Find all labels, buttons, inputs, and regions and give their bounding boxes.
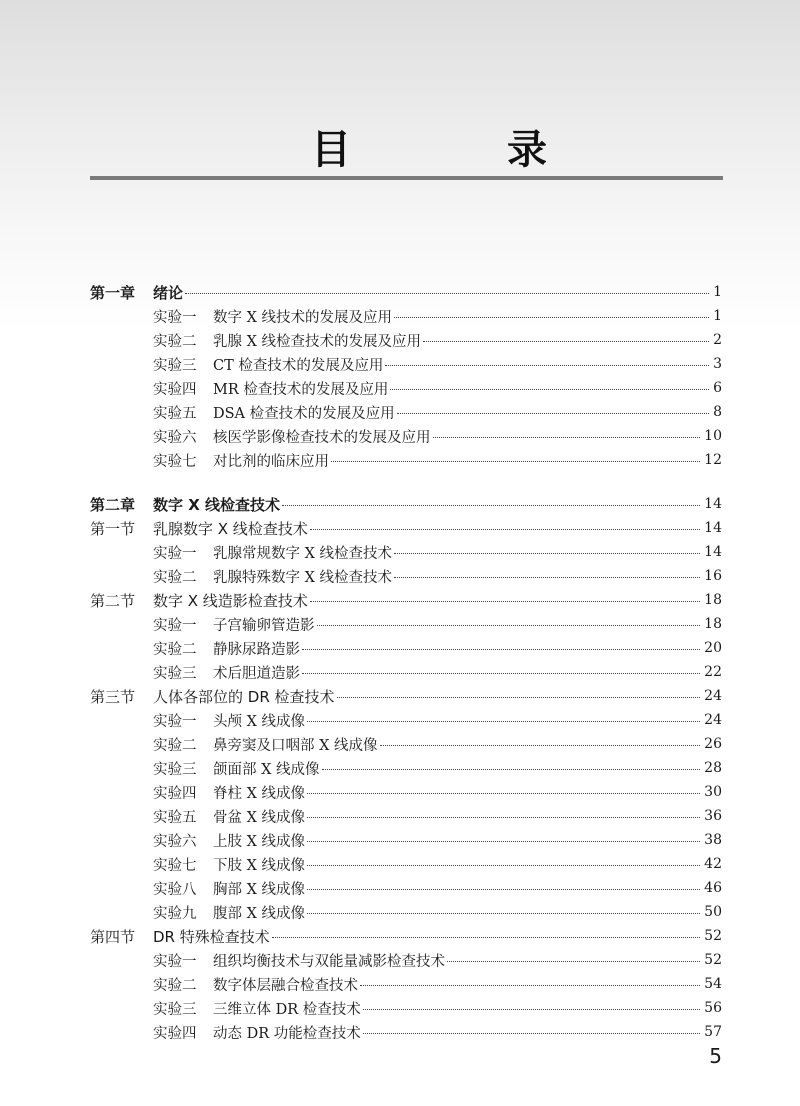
- dot-leader: [307, 913, 700, 914]
- dot-leader: [394, 553, 700, 554]
- toc-experiment-entry: [0, 564, 800, 588]
- entry-title: 乳腺数字 X 线检查技术: [153, 519, 308, 538]
- dot-leader: [310, 529, 700, 530]
- entry-title: MR 检查技术的发展及应用: [213, 381, 389, 398]
- entry-page-number: 57: [704, 1024, 722, 1040]
- entry-title: 组织均衡技术与双能量减影检查技术: [213, 953, 445, 970]
- entry-number: 实验二: [153, 737, 197, 754]
- toc-experiment-entry: [0, 376, 800, 400]
- entry-title: 术后胆道造影: [213, 665, 300, 682]
- entry-number: 实验二: [153, 641, 197, 658]
- dot-leader: [360, 985, 700, 986]
- page-title: 目 录: [311, 127, 605, 173]
- toc-experiment-entry: [0, 852, 800, 876]
- dot-leader: [302, 649, 700, 650]
- entry-number: 实验三: [153, 761, 197, 778]
- entry-number: 第一节: [90, 519, 136, 538]
- entry-page-number: 20: [704, 640, 722, 656]
- entry-number: 实验一: [153, 713, 197, 730]
- entry-page-number: 24: [704, 712, 722, 728]
- entry-number: 实验四: [153, 785, 197, 802]
- dot-leader: [423, 341, 709, 342]
- entry-page-number: 18: [704, 616, 722, 632]
- entry-page-number: 38: [704, 832, 722, 848]
- toc-chapter-entry: [0, 280, 800, 304]
- dot-leader: [380, 745, 700, 746]
- dot-leader: [310, 601, 700, 602]
- entry-title: 绪论: [153, 283, 184, 302]
- toc-experiment-entry: [0, 732, 800, 756]
- dot-leader: [394, 317, 709, 318]
- entry-number: 实验二: [153, 977, 197, 994]
- entry-title: 胸部 X 线成像: [213, 881, 306, 898]
- entry-page-number: 26: [704, 736, 722, 752]
- entry-title: 子宫输卵管造影: [213, 617, 315, 634]
- toc-experiment-entry: [0, 328, 800, 352]
- entry-number: 实验五: [153, 809, 197, 826]
- toc-chapter-entry: [0, 492, 800, 516]
- entry-title: 乳腺常规数字 X 线检查技术: [213, 545, 393, 562]
- entry-page-number: 50: [704, 904, 722, 920]
- toc-experiment-entry: [0, 660, 800, 684]
- toc-experiment-entry: [0, 1020, 800, 1044]
- entry-page-number: 36: [704, 808, 722, 824]
- dot-leader: [272, 937, 700, 938]
- entry-number: 实验三: [153, 1001, 197, 1018]
- entry-page-number: 2: [713, 332, 722, 348]
- entry-page-number: 52: [704, 928, 722, 944]
- toc-section-entry: [0, 924, 800, 948]
- toc-experiment-entry: [0, 448, 800, 472]
- entry-title: 头颅 X 线成像: [213, 713, 306, 730]
- entry-page-number: 56: [704, 1000, 722, 1016]
- entry-page-number: 42: [704, 856, 722, 872]
- toc-experiment-entry: [0, 996, 800, 1020]
- entry-title: 乳腺特殊数字 X 线检查技术: [213, 569, 393, 586]
- entry-number: 实验九: [153, 905, 197, 922]
- entry-number: 第三节: [90, 687, 136, 706]
- entry-title: 对比剂的临床应用: [213, 453, 329, 470]
- toc-experiment-entry: [0, 756, 800, 780]
- entry-number: 实验二: [153, 333, 197, 350]
- entry-page-number: 30: [704, 784, 722, 800]
- toc-experiment-entry: [0, 424, 800, 448]
- toc-experiment-entry: [0, 780, 800, 804]
- dot-leader: [337, 697, 700, 698]
- toc-section-entry: [0, 684, 800, 708]
- entry-number: 实验一: [153, 953, 197, 970]
- toc-experiment-entry: [0, 828, 800, 852]
- entry-page-number: 14: [704, 544, 722, 560]
- entry-title: DR 特殊检查技术: [153, 927, 270, 946]
- entry-number: 实验二: [153, 569, 197, 586]
- entry-number: 第一章: [90, 283, 136, 302]
- toc-experiment-entry: [0, 636, 800, 660]
- dot-leader: [307, 841, 700, 842]
- dot-leader: [302, 673, 700, 674]
- entry-number: 第二章: [90, 495, 136, 514]
- entry-page-number: 14: [704, 520, 722, 536]
- dot-leader: [390, 389, 709, 390]
- toc-experiment-entry: [0, 708, 800, 732]
- entry-page-number: 14: [704, 496, 722, 512]
- entry-number: 实验三: [153, 357, 197, 374]
- toc-experiment-entry: [0, 876, 800, 900]
- entry-title: 下肢 X 线成像: [213, 857, 306, 874]
- toc-section-entry: [0, 516, 800, 540]
- entry-page-number: 24: [704, 688, 722, 704]
- dot-leader: [385, 365, 709, 366]
- dot-leader: [363, 1009, 700, 1010]
- entry-number: 实验一: [153, 545, 197, 562]
- entry-title: 人体各部位的 DR 检查技术: [153, 687, 335, 706]
- entry-page-number: 16: [704, 568, 722, 584]
- entry-title: 数字 X 线技术的发展及应用: [213, 309, 393, 326]
- entry-title: 三维立体 DR 检查技术: [213, 1001, 361, 1018]
- entry-page-number: 54: [704, 976, 722, 992]
- entry-page-number: 12: [704, 452, 722, 468]
- dot-leader: [394, 577, 700, 578]
- entry-title: 动态 DR 功能检查技术: [213, 1025, 361, 1042]
- page-number: 5: [709, 1044, 722, 1068]
- entry-title: 腹部 X 线成像: [213, 905, 306, 922]
- dot-leader: [307, 817, 700, 818]
- toc-experiment-entry: [0, 948, 800, 972]
- entry-page-number: 46: [704, 880, 722, 896]
- entry-number: 实验一: [153, 309, 197, 326]
- toc-experiment-entry: [0, 900, 800, 924]
- entry-page-number: 10: [704, 428, 722, 444]
- dot-leader: [322, 769, 700, 770]
- entry-number: 实验三: [153, 665, 197, 682]
- toc-section-entry: [0, 588, 800, 612]
- entry-number: 实验八: [153, 881, 197, 898]
- toc-experiment-entry: [0, 400, 800, 424]
- dot-leader: [397, 413, 709, 414]
- entry-title: 静脉尿路造影: [213, 641, 300, 658]
- toc-experiment-entry: [0, 304, 800, 328]
- entry-number: 实验六: [153, 429, 197, 446]
- entry-page-number: 3: [713, 356, 722, 372]
- entry-title: 鼻旁窦及口咽部 X 线成像: [213, 737, 378, 754]
- toc-experiment-entry: [0, 540, 800, 564]
- entry-title: 数字 X 线造影检查技术: [153, 591, 308, 610]
- entry-page-number: 28: [704, 760, 722, 776]
- entry-number: 实验一: [153, 617, 197, 634]
- dot-leader: [307, 793, 700, 794]
- entry-title: 骨盆 X 线成像: [213, 809, 306, 826]
- entry-number: 第二节: [90, 591, 136, 610]
- entry-title: 核医学影像检查技术的发展及应用: [213, 429, 431, 446]
- entry-number: 第四节: [90, 927, 136, 946]
- entry-page-number: 1: [713, 284, 722, 300]
- entry-page-number: 8: [713, 404, 722, 420]
- dot-leader: [282, 505, 700, 506]
- dot-leader: [307, 721, 700, 722]
- entry-page-number: 1: [713, 308, 722, 324]
- entry-page-number: 22: [704, 664, 722, 680]
- entry-number: 实验七: [153, 453, 197, 470]
- entry-title: 颌面部 X 线成像: [213, 761, 320, 778]
- toc-experiment-entry: [0, 804, 800, 828]
- dot-leader: [307, 865, 700, 866]
- entry-page-number: 18: [704, 592, 722, 608]
- entry-title: 数字 X 线检查技术: [153, 495, 281, 514]
- dot-leader: [307, 889, 700, 890]
- dot-leader: [363, 1033, 700, 1034]
- entry-title: 乳腺 X 线检查技术的发展及应用: [213, 333, 422, 350]
- entry-title: 上肢 X 线成像: [213, 833, 306, 850]
- entry-title: CT 检查技术的发展及应用: [213, 357, 384, 374]
- entry-page-number: 6: [713, 380, 722, 396]
- entry-number: 实验六: [153, 833, 197, 850]
- entry-number: 实验四: [153, 381, 197, 398]
- dot-leader: [317, 625, 700, 626]
- toc-experiment-entry: [0, 612, 800, 636]
- toc-experiment-entry: [0, 972, 800, 996]
- dot-leader: [331, 461, 700, 462]
- entry-number: 实验四: [153, 1025, 197, 1042]
- entry-number: 实验七: [153, 857, 197, 874]
- entry-title: 数字体层融合检查技术: [213, 977, 358, 994]
- entry-number: 实验五: [153, 405, 197, 422]
- dot-leader: [433, 437, 700, 438]
- toc-experiment-entry: [0, 352, 800, 376]
- dot-leader: [447, 961, 700, 962]
- entry-title: DSA 检查技术的发展及应用: [213, 405, 395, 422]
- entry-page-number: 52: [704, 952, 722, 968]
- entry-title: 脊柱 X 线成像: [213, 785, 306, 802]
- dot-leader: [185, 293, 709, 294]
